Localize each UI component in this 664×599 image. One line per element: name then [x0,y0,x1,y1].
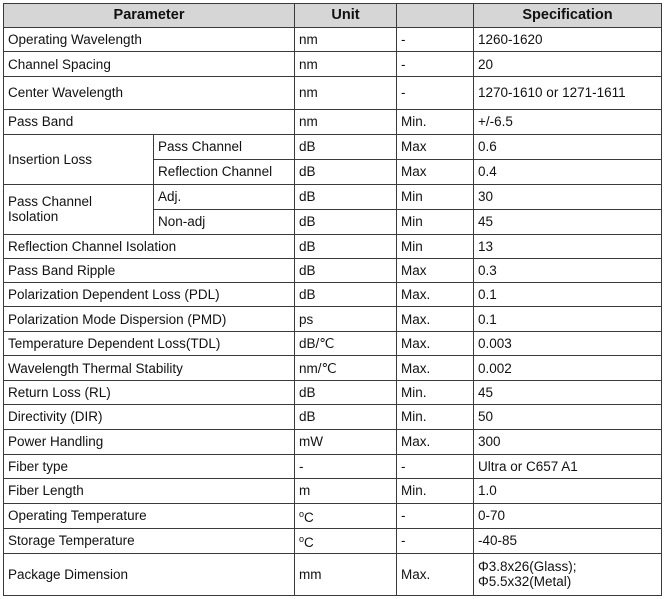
unit-cell [295,528,397,553]
header-parameter: Parameter [4,4,295,28]
param-label: Polarization Dependent Loss (PDL) [4,283,295,307]
unit-cell: dB [295,405,397,429]
param-label: Directivity (DIR) [4,405,295,429]
param-label: Fiber Length [4,478,295,503]
table-row [4,332,662,356]
table-row [4,52,662,77]
table-row [4,109,662,134]
table-row [4,307,662,332]
spec-cell: 0.3 [474,259,662,283]
spec-cell: 13 [474,235,662,259]
param-label: Wavelength Thermal Stability [4,356,295,381]
param-label [4,184,154,234]
spec-line: Φ3.8x26(Glass); [478,559,577,575]
table-row [4,429,662,454]
spec-cell: 300 [474,429,662,454]
spec-cell: 0.003 [474,332,662,356]
param-label: Operating Wavelength [4,28,295,52]
unit-cell: dB [295,184,397,209]
header-condition [397,4,474,28]
sub-param-label: Non-adj [154,209,295,234]
table-row [4,381,662,405]
condition-cell: Max. [397,332,474,356]
condition-cell: Max [397,259,474,283]
sub-param-label: Reflection Channel [154,159,295,184]
spec-line: Φ5.5x32(Metal) [478,574,572,590]
spec-cell: 0-70 [474,503,662,528]
degree-superscript: o [299,533,305,544]
condition-cell: Min. [397,109,474,134]
spec-cell: 30 [474,184,662,209]
spec-cell: 1.0 [474,478,662,503]
spec-cell: Ultra or C657 A1 [474,454,662,478]
param-label: Pass Band Ripple [4,259,295,283]
unit-cell: dB [295,134,397,159]
table-row [4,478,662,503]
condition-cell: Max. [397,553,474,595]
table-row [4,528,662,553]
condition-cell: Min [397,209,474,234]
spec-cell: 20 [474,52,662,77]
table-row [4,184,662,209]
param-label: Package Dimension [4,553,295,595]
header-row [4,4,662,28]
unit-cell: dB [295,209,397,234]
spec-cell: 0.6 [474,134,662,159]
unit-cell: dB/℃ [295,332,397,356]
param-label: Pass Band [4,109,295,134]
unit-cell: dB [295,235,397,259]
table-row [4,356,662,381]
unit-cell: mm [295,553,397,595]
param-label: Storage Temperature [4,528,295,553]
table-row [4,28,662,52]
param-label: Polarization Mode Dispersion (PMD) [4,307,295,332]
spec-cell: +/-6.5 [474,109,662,134]
table-row [4,553,662,595]
condition-cell: - [397,77,474,109]
param-label-line: Pass Channel [8,194,93,210]
unit-cell: mW [295,429,397,454]
unit-cell: dB [295,159,397,184]
condition-cell: - [397,28,474,52]
unit-cell: - [295,454,397,478]
condition-cell: - [397,503,474,528]
spec-cell: 45 [474,209,662,234]
param-label: Operating Temperature [4,503,295,528]
table-row [4,77,662,109]
spec-cell: 1260-1620 [474,28,662,52]
unit-cell: nm [295,77,397,109]
unit-cell: ps [295,307,397,332]
param-label: Fiber type [4,454,295,478]
condition-cell: - [397,454,474,478]
condition-cell: Max. [397,429,474,454]
sub-param-label: Pass Channel [154,134,295,159]
table-row [4,235,662,259]
condition-cell: Min [397,184,474,209]
condition-cell: Min. [397,405,474,429]
param-label-line: Isolation [8,209,59,225]
spec-cell: 0.002 [474,356,662,381]
specification-table [3,3,662,596]
unit-cell: m [295,478,397,503]
table-row [4,405,662,429]
param-label: Center Wavelength [4,77,295,109]
degree-superscript: o [299,508,305,519]
unit-cell: dB [295,381,397,405]
unit-cell: dB [295,283,397,307]
param-label: Channel Spacing [4,52,295,77]
table-row [4,454,662,478]
sub-param-label: Adj. [154,184,295,209]
condition-cell: - [397,52,474,77]
condition-cell: Max. [397,307,474,332]
condition-cell: Max. [397,356,474,381]
spec-cell: 50 [474,405,662,429]
unit-cell [295,503,397,528]
unit-base: C [304,509,314,525]
param-label: Temperature Dependent Loss(TDL) [4,332,295,356]
condition-cell: - [397,528,474,553]
table-row [4,134,662,159]
spec-cell: -40-85 [474,528,662,553]
condition-cell: Max. [397,283,474,307]
spec-cell: 0.1 [474,307,662,332]
unit-cell: dB [295,259,397,283]
header-specification: Specification [474,4,662,28]
spec-cell: 0.4 [474,159,662,184]
condition-cell: Min. [397,478,474,503]
condition-cell: Max [397,134,474,159]
header-unit: Unit [295,4,397,28]
unit-cell: nm/℃ [295,356,397,381]
param-label: Insertion Loss [4,134,154,184]
spec-cell: 45 [474,381,662,405]
param-label: Reflection Channel Isolation [4,235,295,259]
unit-cell: nm [295,28,397,52]
unit-base: C [304,534,314,550]
condition-cell: Min [397,235,474,259]
table-row [4,503,662,528]
param-label: Power Handling [4,429,295,454]
param-label: Return Loss (RL) [4,381,295,405]
spec-cell: 1270-1610 or 1271-1611 [474,77,662,109]
unit-cell: nm [295,52,397,77]
table-row [4,283,662,307]
table-row [4,259,662,283]
spec-cell: 0.1 [474,283,662,307]
condition-cell: Max [397,159,474,184]
condition-cell: Min. [397,381,474,405]
unit-cell: nm [295,109,397,134]
spec-cell [474,553,662,595]
